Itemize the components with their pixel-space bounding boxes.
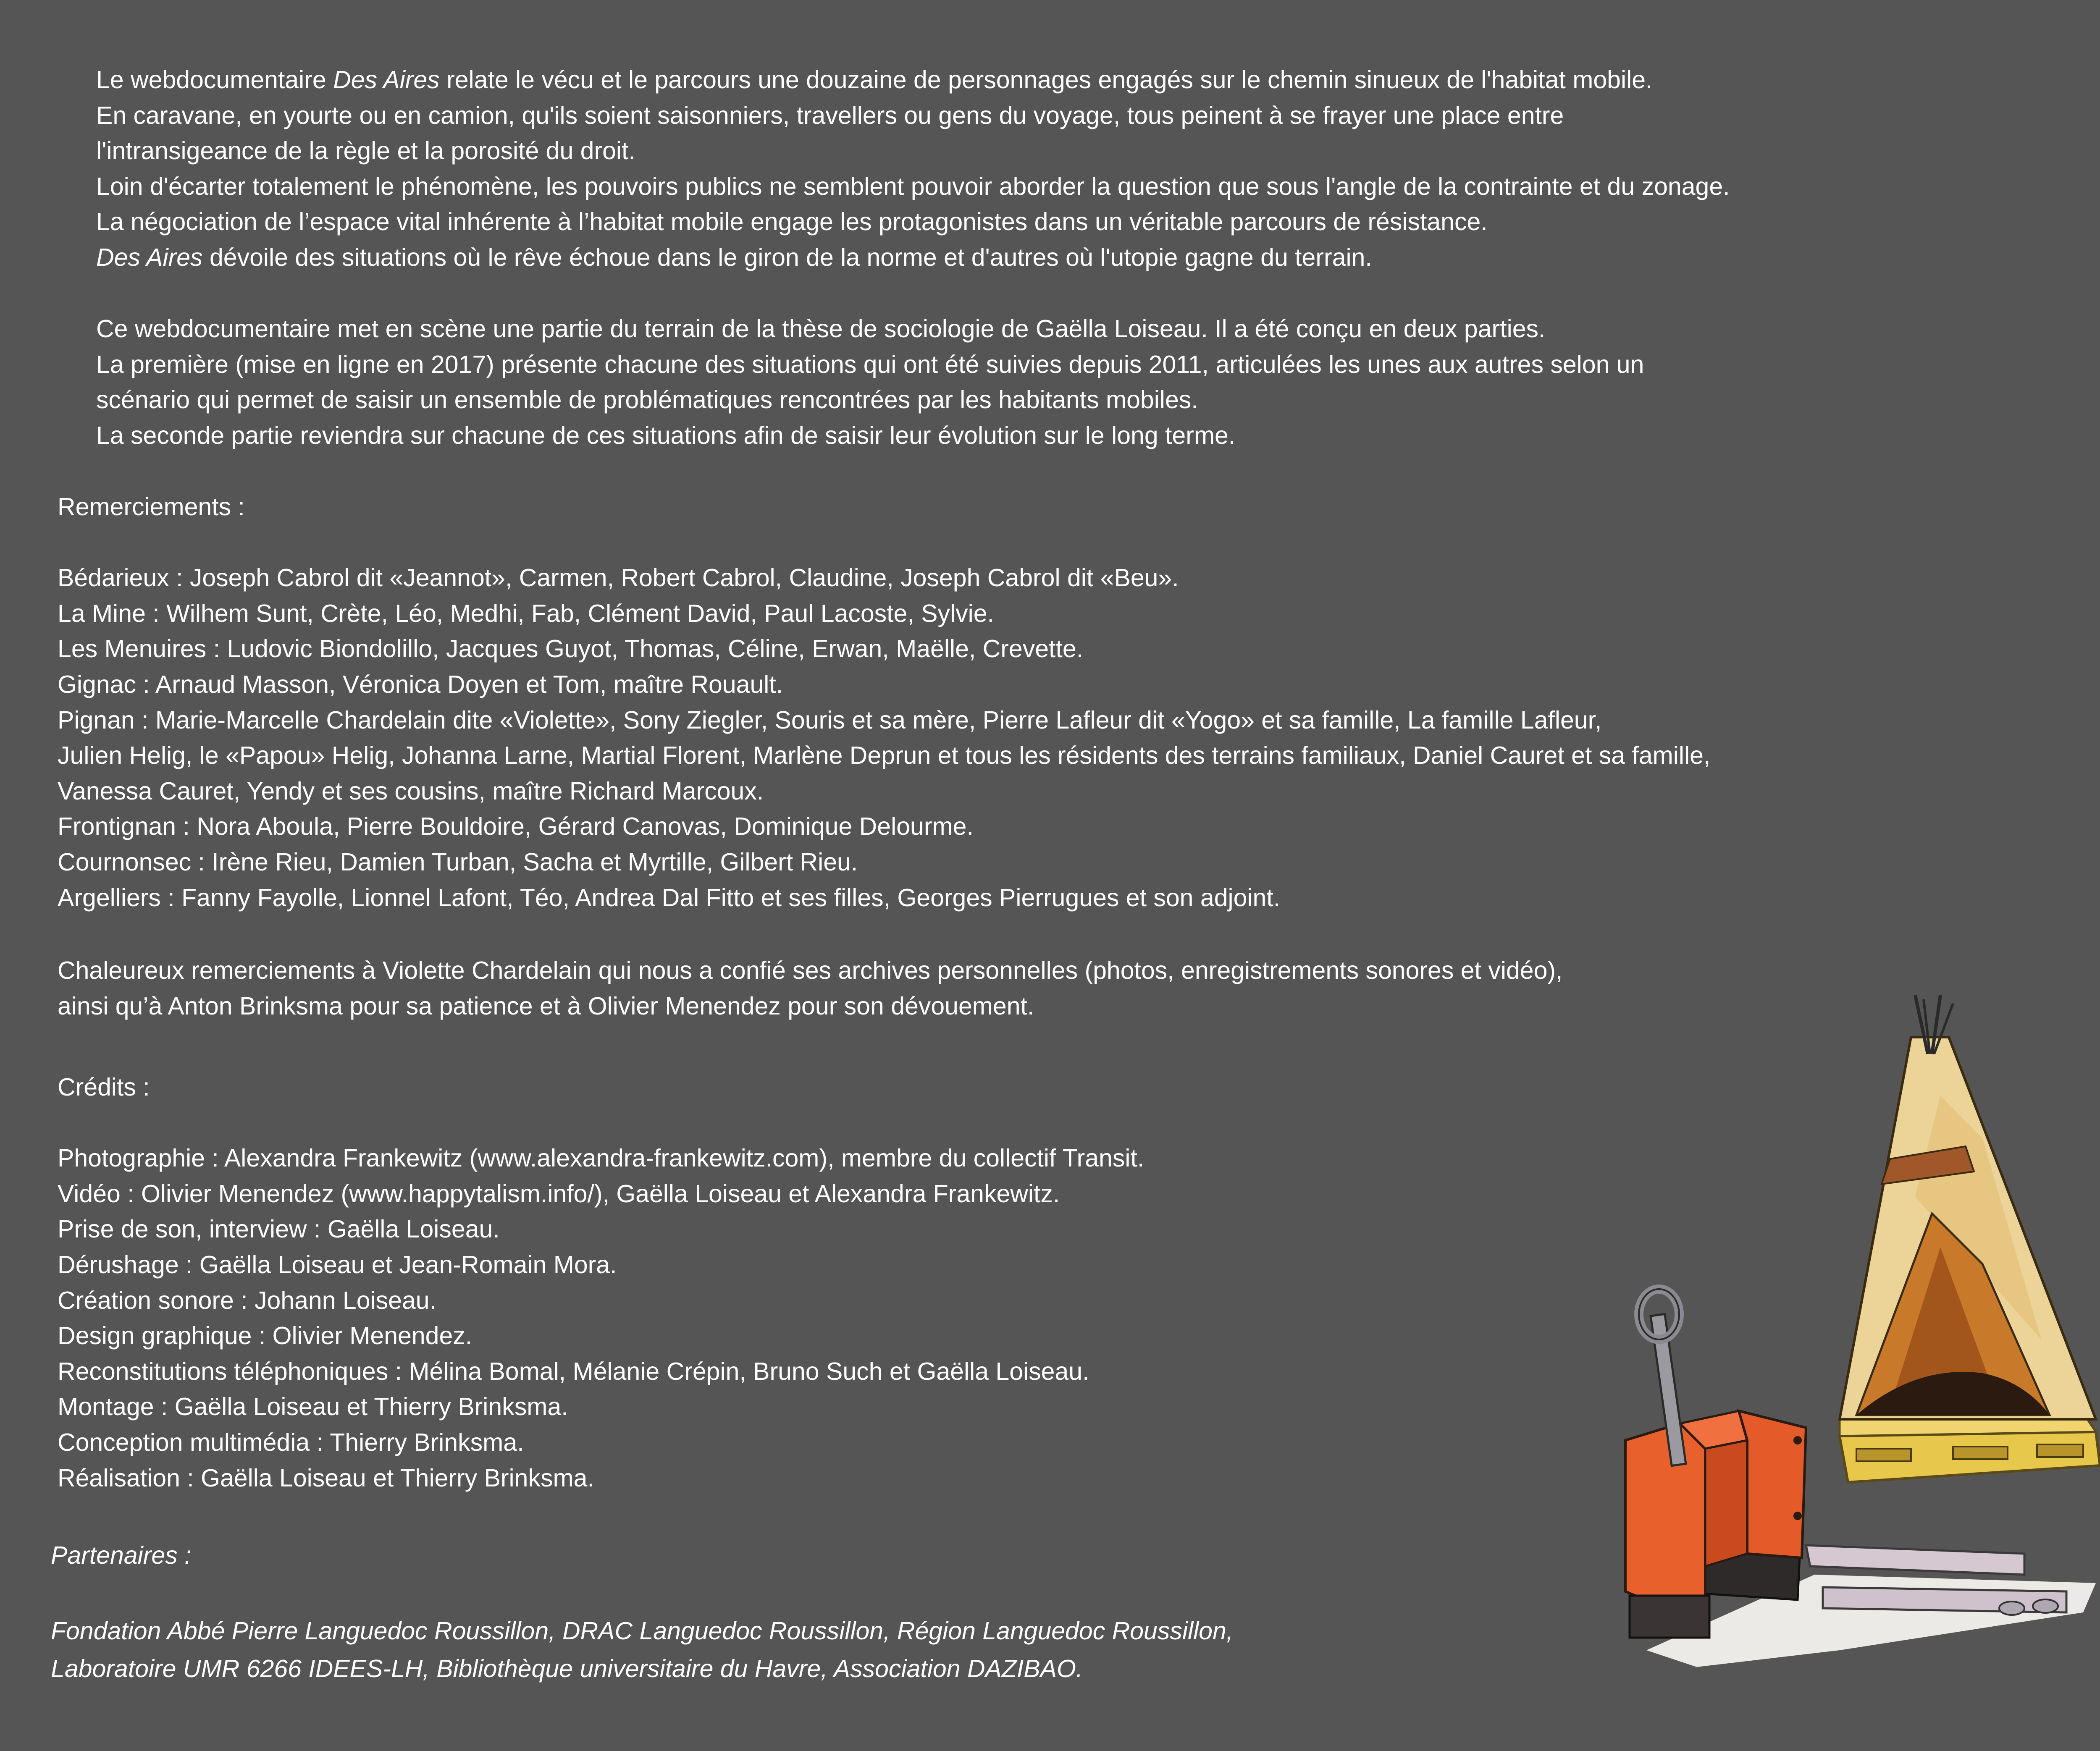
credit-line: Réalisation : Gaëlla Loiseau et Thierry Brinksma. — [58, 1464, 594, 1492]
credit-line: Design graphique : Olivier Menendez. — [58, 1322, 472, 1350]
thanks-line: Pignan : Marie-Marcelle Chardelain dite «Violette», Sony Ziegler, Souris et sa mère, Pierre Lafleur dit «Yogo» et sa famille, La famille Lafleur, — [58, 706, 1602, 734]
credit-line: Montage : Gaëlla Loiseau et Thierry Brinksma. — [58, 1393, 568, 1421]
spacer — [51, 1574, 1233, 1612]
credits-section — [58, 1069, 1144, 1496]
thanks-line: Frontignan : Nora Aboula, Pierre Bouldoire, Gérard Canovas, Dominique Delourme. — [58, 813, 974, 841]
credits-heading: Crédits : — [58, 1073, 150, 1101]
title-des-aires: Des Aires — [333, 66, 440, 94]
pallet-jack-side-panel — [1739, 1411, 1806, 1558]
project-line: scénario qui permet de saisir un ensemble de problématiques rencontrées par les habitants mobiles. — [96, 386, 1198, 414]
project-line: La première (mise en ligne en 2017) présente chacune des situations qui ont été suivies depuis 2011, articulées les unes aux autres selon un — [96, 350, 1644, 378]
project-paragraph — [96, 311, 1644, 453]
thanks-line: Vanessa Cauret, Yendy et ses cousins, maître Richard Marcoux. — [58, 777, 764, 805]
partners-heading: Partenaires : — [51, 1541, 192, 1569]
thanks-line: Bédarieux : Joseph Cabrol dit «Jeannot», Carmen, Robert Cabrol, Claudine, Joseph Cabrol dit «Beu». — [58, 564, 1179, 592]
project-line: Ce webdocumentaire met en scène une partie du terrain de la thèse de sociologie de Gaëlla Loiseau. Il a été conçu en deux parties. — [96, 315, 1546, 343]
thanks-heading: Remerciements : — [58, 493, 245, 521]
thanks-line: Cournonsec : Irène Rieu, Damien Turban, Sacha et Myrtille, Gilbert Rieu. — [58, 848, 858, 876]
spacer — [58, 1105, 1144, 1141]
intro-line-3: l'intransigeance de la règle et la porosité du droit. — [96, 137, 635, 165]
partners-section — [51, 1536, 1233, 1688]
spacer — [58, 525, 1710, 561]
thanks-line: La Mine : Wilhem Sunt, Crète, Léo, Medhi, Fab, Clément David, Paul Lacoste, Sylvie. — [58, 599, 994, 627]
warm-thanks-paragraph — [58, 953, 1562, 1024]
warm-thanks-line: Chaleureux remerciements à Violette Chardelain qui nous a confié ses archives personnelles (photos, enregistrements sonores et vidéo), — [58, 957, 1563, 984]
intro-line-5: La négociation de l’espace vital inhérente à l’habitat mobile engage les protagonistes dans un véritable parcours de résistance. — [96, 208, 1488, 236]
title-des-aires: Des Aires — [96, 243, 203, 271]
intro-line-2: En caravane, en yourte ou en camion, qu'ils soient saisonniers, travellers ou gens du voyage, tous peinent à se frayer une place entre — [96, 101, 1564, 129]
pallet-jack — [1625, 1289, 1806, 1638]
intro-line-6: Des Aires dévoile des situations où le rêve échoue dans le giron de la norme et d'autres où l'utopie gagne du terrain. — [96, 243, 1372, 271]
intro-paragraph — [96, 62, 1730, 275]
project-line: La seconde partie reviendra sur chacune de ces situations afin de saisir leur évolution sur le long terme. — [96, 421, 1236, 449]
tipi-pallet-jack-illustration — [1621, 995, 2100, 1688]
credit-line: Vidéo : Olivier Menendez (www.happytalism.info/), Gaëlla Loiseau et Alexandra Frankewitz. — [58, 1180, 1060, 1208]
thanks-section — [58, 489, 1710, 915]
credit-line: Prise de son, interview : Gaëlla Loiseau. — [58, 1215, 500, 1243]
tipi — [1840, 995, 2096, 1419]
thanks-line: Gignac : Arnaud Masson, Véronica Doyen et Tom, maître Rouault. — [58, 670, 783, 698]
partner-line: Laboratoire UMR 6266 IDEES-LH, Bibliothèque universitaire du Havre, Association DAZIBAO. — [51, 1655, 1083, 1683]
pallet — [1840, 1419, 2100, 1482]
credit-line: Reconstitutions téléphoniques : Mélina Bomal, Mélanie Crépin, Bruno Such et Gaëlla Loiseau. — [58, 1357, 1089, 1385]
credit-line: Photographie : Alexandra Frankewitz (www.alexandra-frankewitz.com), membre du collectif Transit. — [58, 1144, 1144, 1172]
credit-line: Conception multimédia : Thierry Brinksma. — [58, 1428, 524, 1456]
intro-line-4: Loin d'écarter totalement le phénomène, les pouvoirs publics ne semblent pouvoir aborder la question que sous l'angle de la contrainte et du zonage. — [96, 172, 1730, 200]
intro-line-1: Le webdocumentaire Des Aires relate le vécu et le parcours une douzaine de personnages engagés sur le chemin sinueux de l'habitat mobile. — [96, 66, 1653, 94]
partner-line: Fondation Abbé Pierre Languedoc Roussillon, DRAC Languedoc Roussillon, Région Languedoc Roussillon, — [51, 1617, 1234, 1645]
thanks-line: Argelliers : Fanny Fayolle, Lionnel Lafont, Téo, Andrea Dal Fitto et ses filles, Georges Pierrugues et son adjoint. — [58, 883, 1281, 912]
credit-line: Création sonore : Johann Loiseau. — [58, 1286, 436, 1314]
thanks-line: Julien Helig, le «Papou» Helig, Johanna Larne, Martial Florent, Marlène Deprun et tous les résidents des terrains familiaux, Daniel Cauret et sa famille, — [58, 742, 1711, 770]
warm-thanks-line: ainsi qu’à Anton Brinksma pour sa patience et à Olivier Menendez pour son dévouement. — [58, 992, 1034, 1020]
thanks-line: Les Menuires : Ludovic Biondolillo, Jacques Guyot, Thomas, Céline, Erwan, Maëlle, Crevette. — [58, 635, 1084, 663]
credit-line: Dérushage : Gaëlla Loiseau et Jean-Romain Mora. — [58, 1250, 617, 1279]
